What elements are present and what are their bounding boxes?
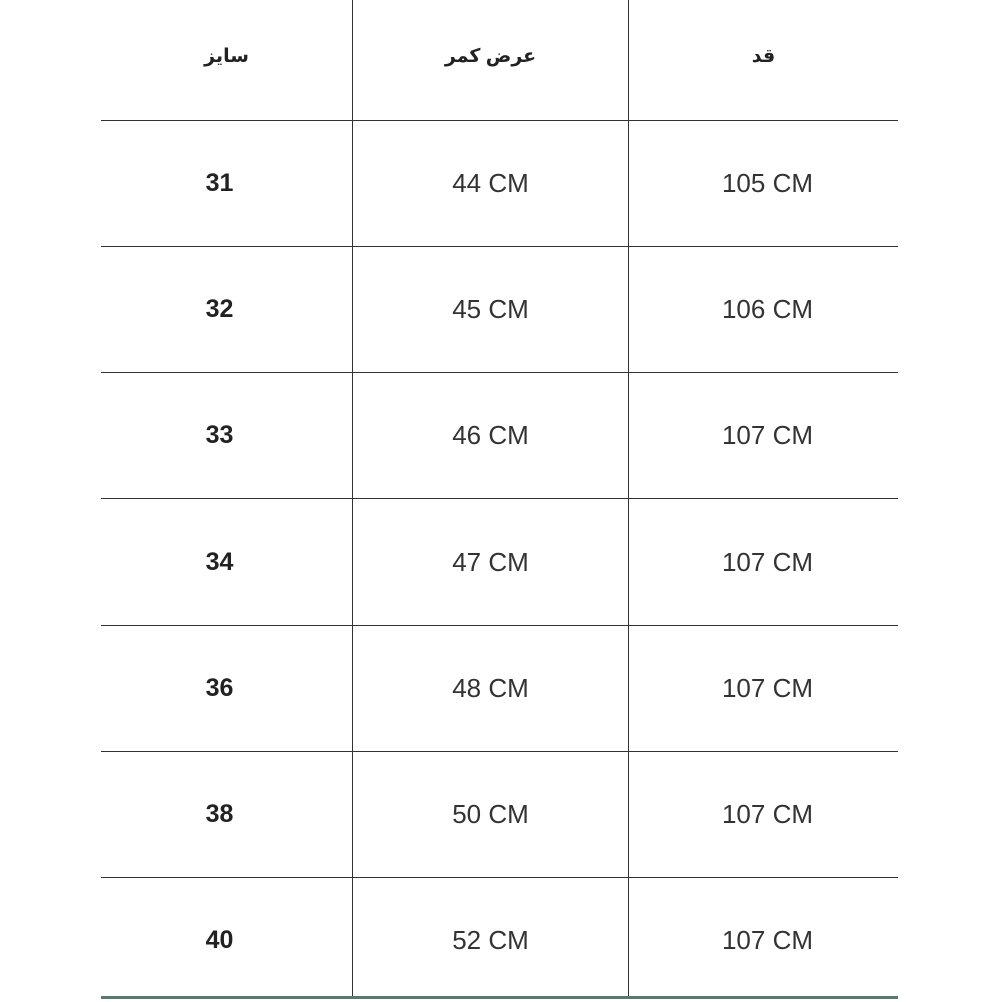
header-size: سایز	[204, 45, 249, 67]
waist-value: 44 CM	[452, 168, 529, 198]
waist-value: 48 CM	[452, 673, 529, 703]
length-value: 107 CM	[721, 546, 814, 577]
size-value: 34	[205, 547, 234, 576]
size-value: 38	[205, 800, 234, 828]
length-value: 106 CM	[721, 294, 814, 324]
header-waist: عرض کمر	[444, 45, 537, 67]
waist-value: 45 CM	[452, 294, 529, 324]
waist-value: 46 CM	[452, 420, 529, 450]
size-value: 40	[205, 925, 234, 954]
length-value: 107 CM	[721, 924, 814, 955]
length-value: 107 CM	[721, 673, 814, 703]
length-value: 107 CM	[721, 420, 814, 450]
size-chart-table	[101, 0, 898, 998]
size-value: 32	[205, 295, 234, 323]
header-length: قد	[751, 45, 776, 67]
waist-value: 52 CM	[452, 924, 529, 955]
size-value: 33	[205, 421, 234, 449]
length-value: 107 CM	[721, 799, 814, 829]
waist-value: 47 CM	[452, 546, 529, 577]
size-value: 36	[205, 674, 234, 702]
size-value: 31	[205, 169, 234, 197]
length-value: 105 CM	[721, 168, 814, 198]
waist-value: 50 CM	[452, 799, 529, 829]
